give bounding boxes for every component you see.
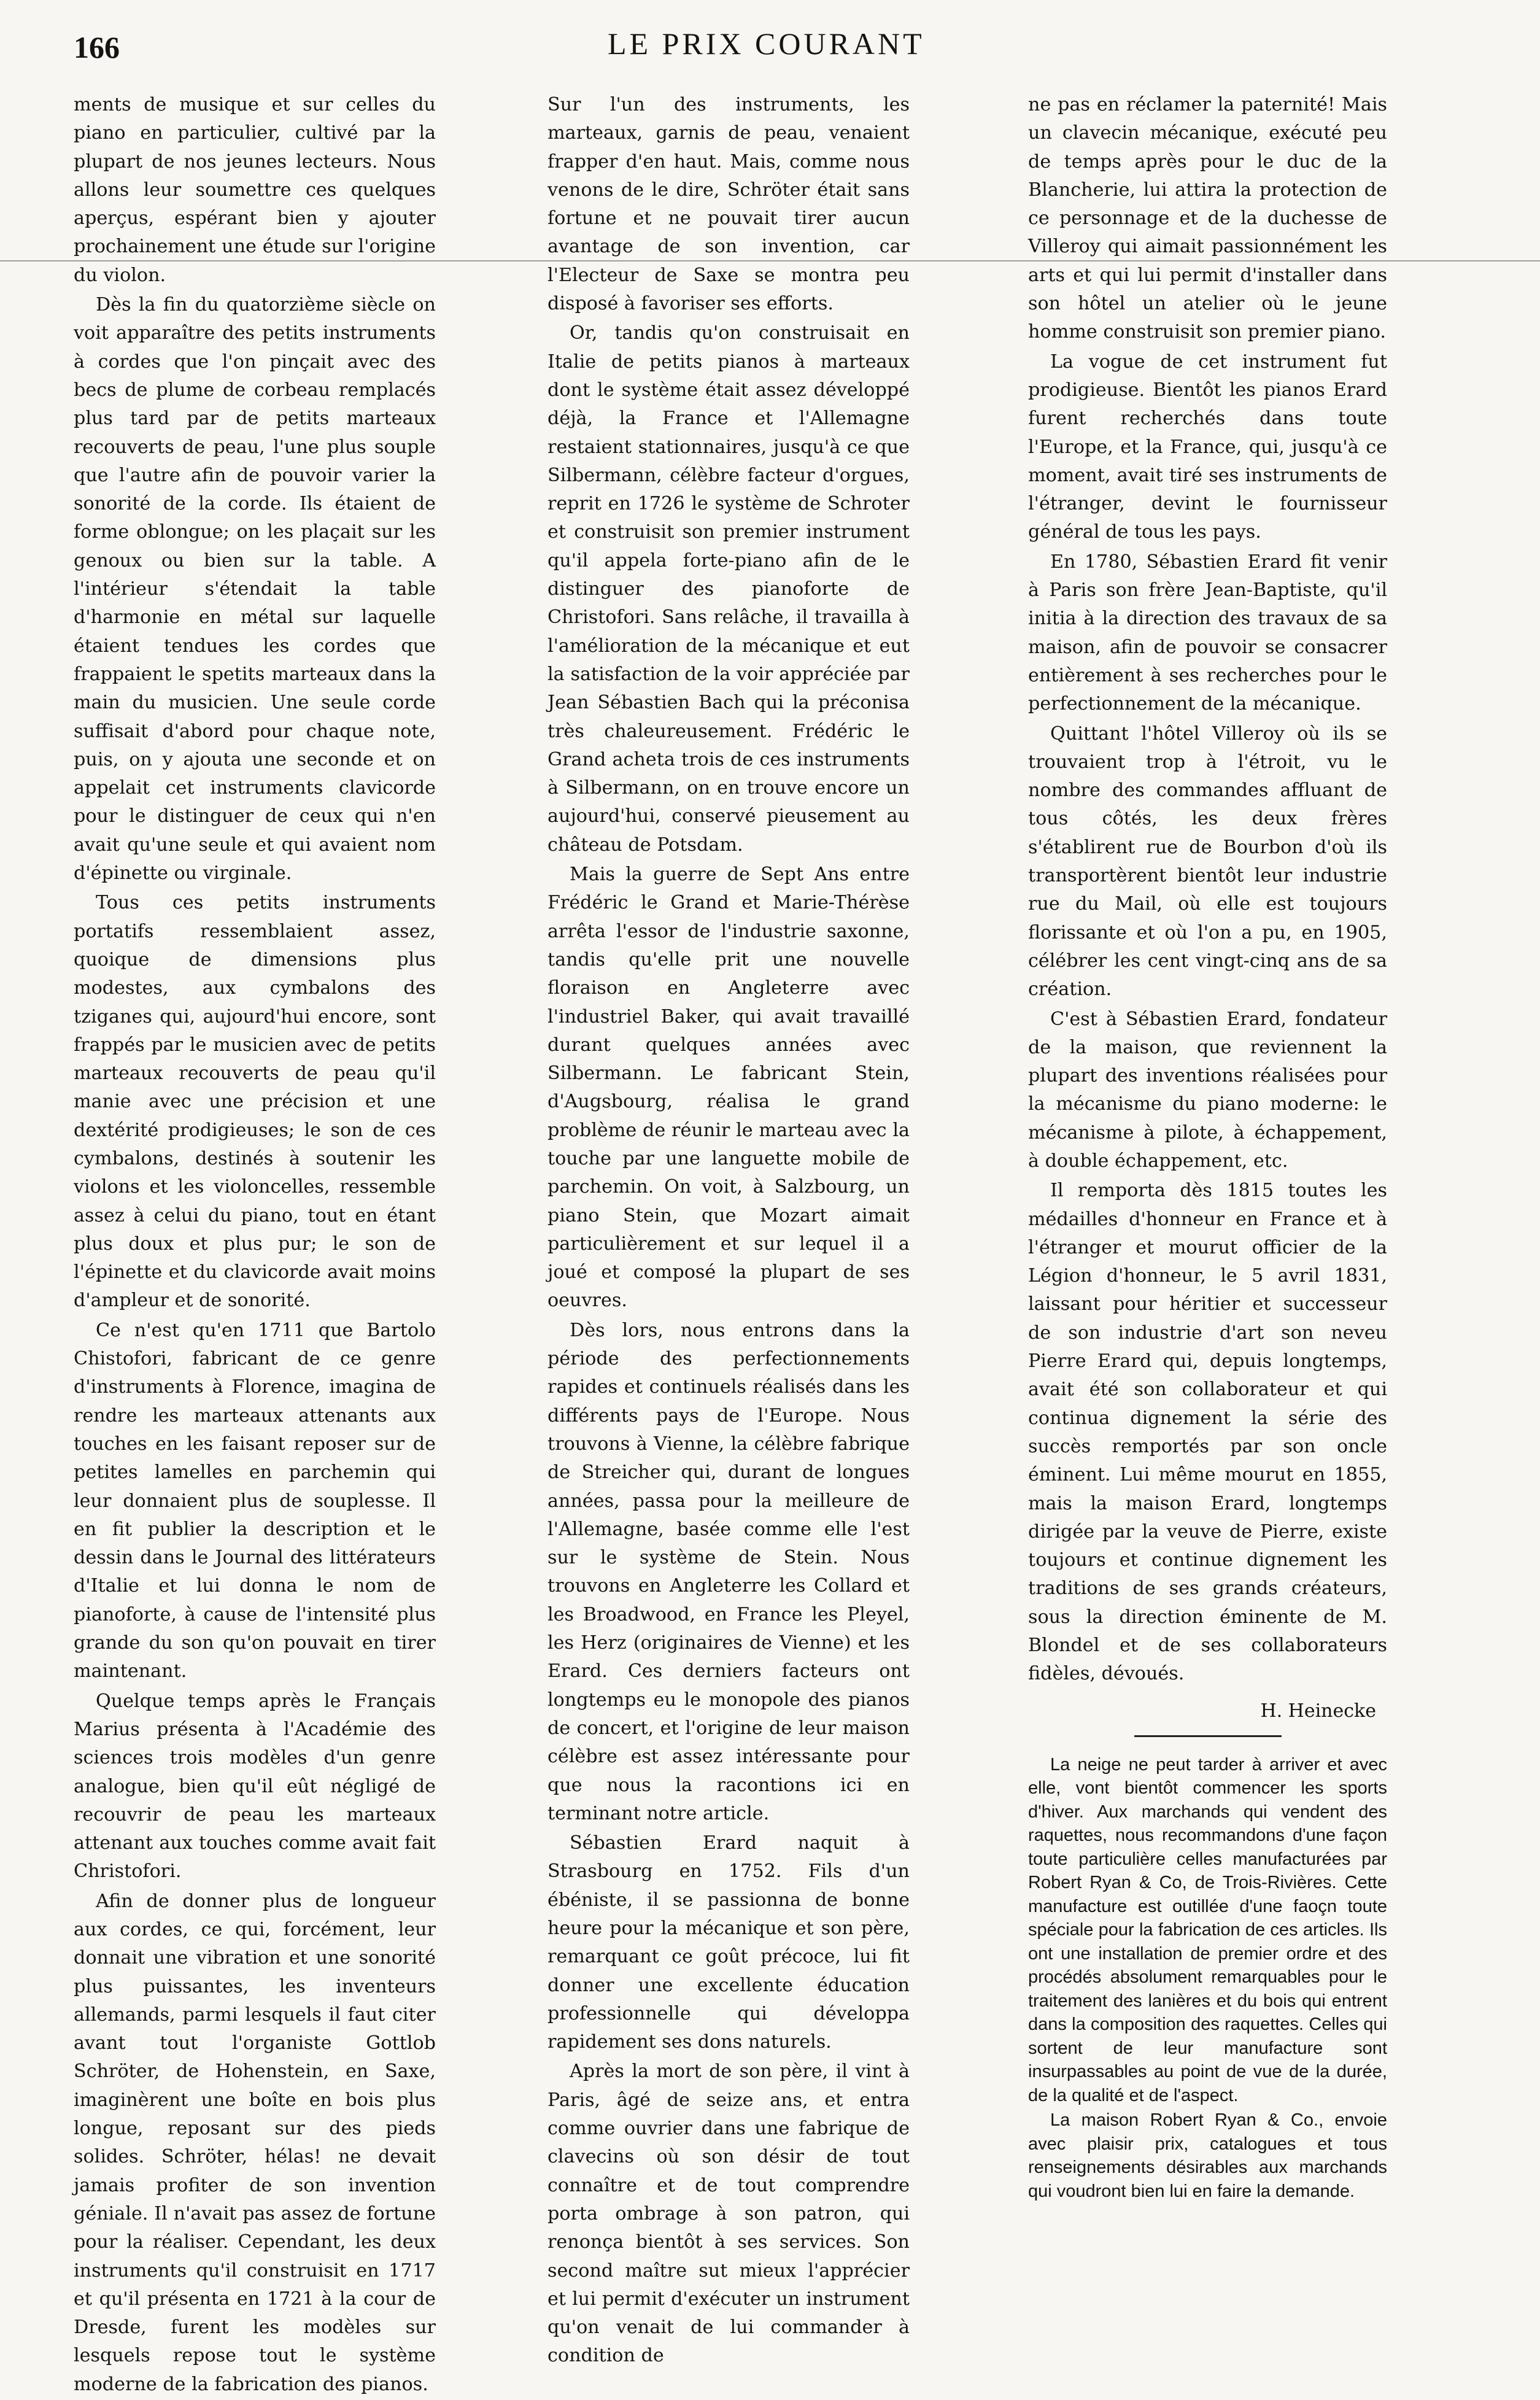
paragraph: Afin de donner plus de longueur aux cordes, ce qui, forcément, leur donnait une vibration et une sonorité plus puissantes, les inventeurs allemands, parmi lesquels il faut citer avant tout l'organiste Gottlob Schröter, de Hohenstein, en Saxe, imaginèrent une boîte en bois plus longue, reposant sur des pieds solides. Schröter, hélas! ne devait jamais profiter de son invention géniale. Il n'avait pas assez de fortune pour la réaliser. Cependant, les deux instruments qu'il construisit en 1717 et qu'il présenta en 1721 à la cour de Dresde, furent les modèles sur lesquels repose tout le système moderne de la fabrication des pianos.	[74, 1890, 436, 2395]
article-column-2	[548, 91, 910, 2372]
paragraph: Mais la guerre de Sept Ans entre Frédéric le Grand et Marie-Thérèse arrêta l'essor de l'industrie saxonne, tandis qu'elle prit une nouvelle floraison en Angleterre avec l'industriel Baker, qui avait travaillé durant quelques années avec Silbermann. Le fabricant Stein, d'Augsbourg, réalisa le grand problème de réunir le marteau avec la touche par une languette mobile de parchemin. On voit, à Salzbourg, un piano Stein, que Mozart aimait particulièrement et sur lequel il a joué et composé la plupart de ses oeuvres.	[548, 864, 910, 1312]
paragraph: Quelque temps après le Français Marius présenta à l'Académie des sciences trois modèles d'un genre analogue, bien qu'il eût négligé de recouvrir de peau les marteaux attenant aux touches comme avait fait Christofori.	[74, 1690, 436, 1883]
paragraph: La maison Robert Ryan & Co., envoie avec plaisir prix, catalogues et tous renseignements désirables aux marchands qui voudront bien lui en faire la demande.	[1028, 2110, 1387, 2201]
paragraph: En 1780, Sébastien Erard fit venir à Paris son frère Jean-Baptiste, qu'il initia à la direction des travaux de sa maison, afin de pouvoir se consacrer entièrement à ses recherches pour le perfectionnement de la mécanique.	[1028, 551, 1387, 715]
paragraph: Quittant l'hôtel Villeroy où ils se trouvaient trop à l'étroit, vu le nombre des commandes affluant de tous côtés, les deux frères s'établirent rue de Bourbon d'où ils transportèrent bientôt leur industrie rue du Mail, où elle est toujours florissante et où l'on a pu, en 1905, célébrer les cent vingt-cinq ans de sa création.	[1028, 722, 1387, 1001]
paragraph: Sur l'un des instruments, les marteaux, garnis de peau, venaient frapper d'en haut. Mais, comme nous venons de le dire, Schröter était sans fortune et ne pouvait tirer aucun avantage de son invention, car l'Electeur de Saxe se montra peu disposé à favoriser ses efforts.	[548, 94, 910, 315]
running-title: LE PRIX COURANT	[608, 26, 925, 61]
section-divider	[1134, 1735, 1282, 1737]
paragraph: Dès lors, nous entrons dans la période des perfectionnements rapides et continuels réalisés dans les différents pays de l'Europe. Nous trouvons à Vienne, la célèbre fabrique de Streicher qui, durant de longues années, passa pour la meilleure de l'Allemagne, basée comme elle l'est sur le système de Stein. Nous trouvons en Angleterre les Collard et les Broadwood, en France les Pleyel, les Herz (originaires de Vienne) et les Erard. Ces derniers facteurs ont longtemps eu le monopole des pianos de concert, et l'origine de leur maison célèbre est assez intéressante pour que nous la racontions ici en terminant notre article.	[548, 1319, 910, 1824]
page-number: 166	[74, 30, 120, 64]
paragraph: Sébastien Erard naquit à Strasbourg en 1752. Fils d'un ébéniste, il se passionna de bonne heure pour la mécanique et son père, remarquant ce goût précoce, lui fit donner une excellente éducation professionnelle qui développa rapidement ses dons naturels.	[548, 1832, 910, 2053]
paragraph: Ce n'est qu'en 1711 que Bartolo Chistofori, fabricant de ce genre d'instruments à Florence, imagina de rendre les marteaux attenants aux touches en les faisant reposer sur de petites lamelles en parchemin qui leur donnaient plus de souplesse. Il en fit publier la description et le dessin dans le Journal des littérateurs d'Italie et lui donna le nom de pianoforte, à cause de l'intensité plus grande du son qu'on pouvait en tirer maintenant.	[74, 1319, 436, 1682]
paragraph: ne pas en réclamer la paternité! Mais un clavecin mécanique, exécuté peu de temps après pour le duc de la Blancherie, lui attira la protection de ce personnage et de la duchesse de Villeroy qui aimait passionnément les arts et qui lui permit d'installer dans son hôtel un atelier où le jeune homme construisit son premier piano.	[1028, 94, 1387, 343]
paragraph: ments de musique et sur celles du piano en particulier, cultivé par la plupart de nos jeunes lecteurs. Nous allons leur soumettre ces quelques aperçus, espérant bien y ajouter prochainement une étude sur l'origine du violon.	[74, 94, 436, 286]
paragraph: C'est à Sébastien Erard, fondateur de la maison, que reviennent la plupart des inventions réalisées pour la mécanisme du piano moderne: le mécanisme à pilote, à échappement, à double échappement, etc.	[1028, 1008, 1387, 1172]
article-column-3	[1028, 91, 1387, 2204]
paragraph: Tous ces petits instruments portatifs ressemblaient assez, quoique de dimensions plus modestes, aux cymbalons des tziganes qui, aujourd'hui encore, sont frappés par le musicien avec de petits marteaux recouverts de peau qu'il manie avec une précision et une dextérité prodigieuses; le son de ces cymbalons, destinés à soutenir les violons et les violoncelles, ressemble assez à celui du piano, tout en étant plus doux et plus pur; le son de l'épinette et du clavicorde avait moins d'ampleur et de sonorité.	[74, 892, 436, 1312]
paragraph: La vogue de cet instrument fut prodigieuse. Bientôt les pianos Erard furent recherchés dans toute l'Europe, et la France, qui, jusqu'à ce moment, avait tiré ses instruments de l'étranger, devint le fournisseur général de tous les pays.	[1028, 350, 1387, 543]
paragraph: Or, tandis qu'on construisait en Italie de petits pianos à marteaux dont le système était assez développé déjà, la France et l'Allemagne restaient stationnaires, jusqu'à ce que Silbermann, célèbre facteur d'orgues, reprit en 1726 le système de Schroter et construisit son premier instrument qu'il appela forte-piano afin de le distinguer des pianoforte de Christofori. Sans relâche, il travailla à l'amélioration de la mécanique et eut la satisfaction de la voir appréciée par Jean Sébastien Bach qui la préconisa très chaleureusement. Frédéric le Grand acheta trois de ces instruments à Silbermann, on en trouve encore un aujourd'hui, conservé pieusement au château de Potsdam.	[548, 322, 910, 856]
paragraph: La neige ne peut tarder à arriver et avec elle, vont bientôt commencer les sports d'hiver. Aux marchands qui vendent des raquettes, nous recommandons d'une façon toute particulière celles manufacturées par Robert Ryan & Co, de Trois-Rivières. Cette manufacture est outillée d'une faoçn toute spéciale pour la fabrication de ces articles. Ils ont une installation de premier ordre et des procédés absolument remarquables pour le traitement des lanières et du bois qui entrent dans la composition des raquettes. Celles qui sortent de leur manufacture sont insurpassables au point de vue de la durée, de la qualité et de l'aspect.	[1028, 1754, 1387, 2105]
paragraph: Dès la fin du quatorzième siècle on voit apparaître des petits instruments à cordes que l'on pinçait avec des becs de plume de corbeau remplacés plus tard par de petits marteaux recouverts de peau, l'une plus souple que l'autre afin de pouvoir varier la sonorité de la corde. Ils étaient de forme oblongue; on les plaçait sur les genoux ou bien sur la table. A l'intérieur s'étendait la table d'harmonie en métal sur laquelle étaient tendues les cordes que frappaient le spetits marteaux dans la main du musicien. Une seule corde suffisait d'abord pour chaque note, puis, on y ajouta une seconde et on appelait cet instruments clavicorde pour le distinguer de ceux qui n'en avait qu'une seule et qui avaient nom d'épinette ou virginale.	[74, 294, 436, 885]
advertisement-notice	[1028, 1753, 1387, 2204]
article-column-1	[74, 91, 436, 2400]
paragraph: Il remporta dès 1815 toutes les médailles d'honneur en France et à l'étranger et mourut officier de la Légion d'honneur, le 5 avril 1831, laissant pour héritier et successeur de son industrie d'art son neveu Pierre Erard qui, depuis longtemps, avait été son collaborateur et qui continua dignement la série des succès remportés par son oncle éminent. Lui même mourut en 1855, mais la maison Erard, longtemps dirigée par la veuve de Pierre, existe toujours et continue dignement les traditions de ses grands créateurs, sous la direction éminente de M. Blondel et de ses collaborateurs fidèles, dévoués.	[1028, 1180, 1387, 1685]
paragraph: Après la mort de son père, il vint à Paris, âgé de seize ans, et entra comme ouvrier dans une fabrique de clavecins où son désir de tout connaître et de tout comprendre porta ombrage à son patron, qui renonça bientôt à ses services. Son second maître sut mieux l'apprécier et lui permit d'exécuter un instrument qu'on venait de lui commander à condition de	[548, 2061, 910, 2367]
author-signature: H. Heinecke	[1260, 1700, 1376, 1722]
